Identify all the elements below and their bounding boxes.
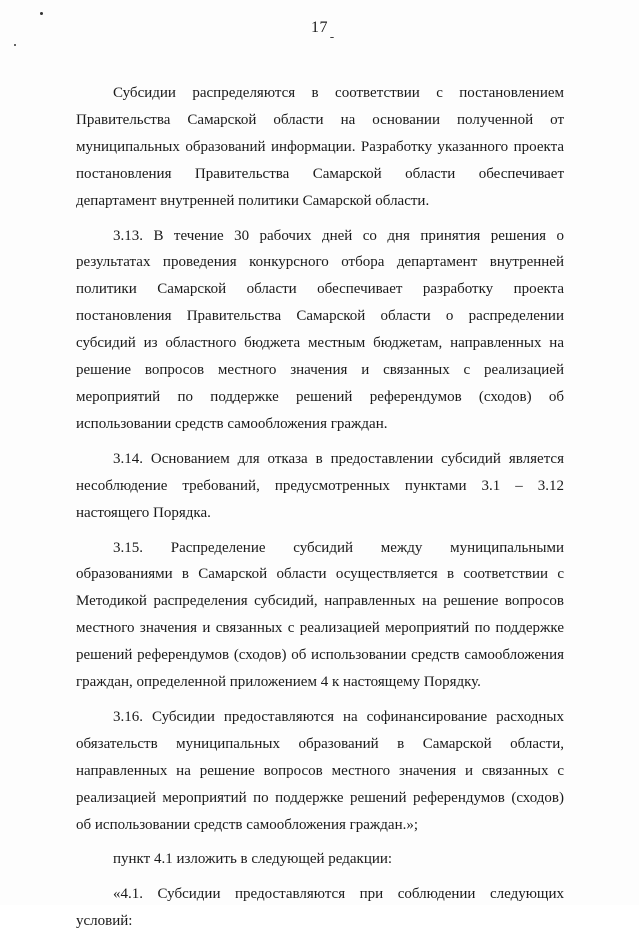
paragraph-3-16: 3.16. Субсидии предоставляются на софинансирование расходных обязательств муниципальных образований в Самарской области, направленных на решение вопросов местного значения и связанных с реализацией мероприятий по поддержке решений референдумов (сходов) об использовании средств самообложения граждан.»; <box>76 708 564 833</box>
scan-speck <box>330 37 334 38</box>
page-number: 17 <box>311 19 328 36</box>
paragraph-amend-4-1: пункт 4.1 изложить в следующей редакции: <box>113 851 393 868</box>
paragraph-3-14: 3.14. Основанием для отказа в предоставлении субсидий является несоблюдение требований, предусмотренных пунктами 3.1 – 3.12 настоящего Порядка. <box>76 450 564 521</box>
paragraph-4-1: «4.1. Субсидии предоставляются при соблюдении следующих условий: <box>76 886 564 930</box>
document-body <box>76 80 564 935</box>
scan-speck <box>40 12 43 15</box>
paragraph-3-15: 3.15. Распределение субсидий между муниципальными образованиями в Самарской области осуществляется в соответствии с Методикой распределения субсидий, направленных на решение вопросов местного значения и связанных с реализацией мероприятий по поддержке решений референдумов (сходов) об использовании средств самообложения граждан, определенной приложением 4 к настоящему Порядку. <box>76 539 564 691</box>
scan-speck <box>14 44 16 46</box>
paragraph-subsidies-distribution: Субсидии распределяются в соответствии с постановлением Правительства Самарской области на основании полученной от муниципальных образований информации. Разработку указанного проекта постановления Правительства Самарской области обеспечивает департамент внутренней политики Самарской области. <box>76 85 564 209</box>
paragraph-3-13: 3.13. В течение 30 рабочих дней со дня принятия решения о результатах проведения конкурсного отбора департамент внутренней политики Самарской области обеспечивает разработку проекта постановления Правительства Самарской области о распределении субсидий из областного бюджета местным бюджетам, направленных на решение вопросов местного значения и связанных с реализацией мероприятий по поддержке решений референдумов (сходов) об использовании средств самообложения граждан. <box>76 227 564 432</box>
